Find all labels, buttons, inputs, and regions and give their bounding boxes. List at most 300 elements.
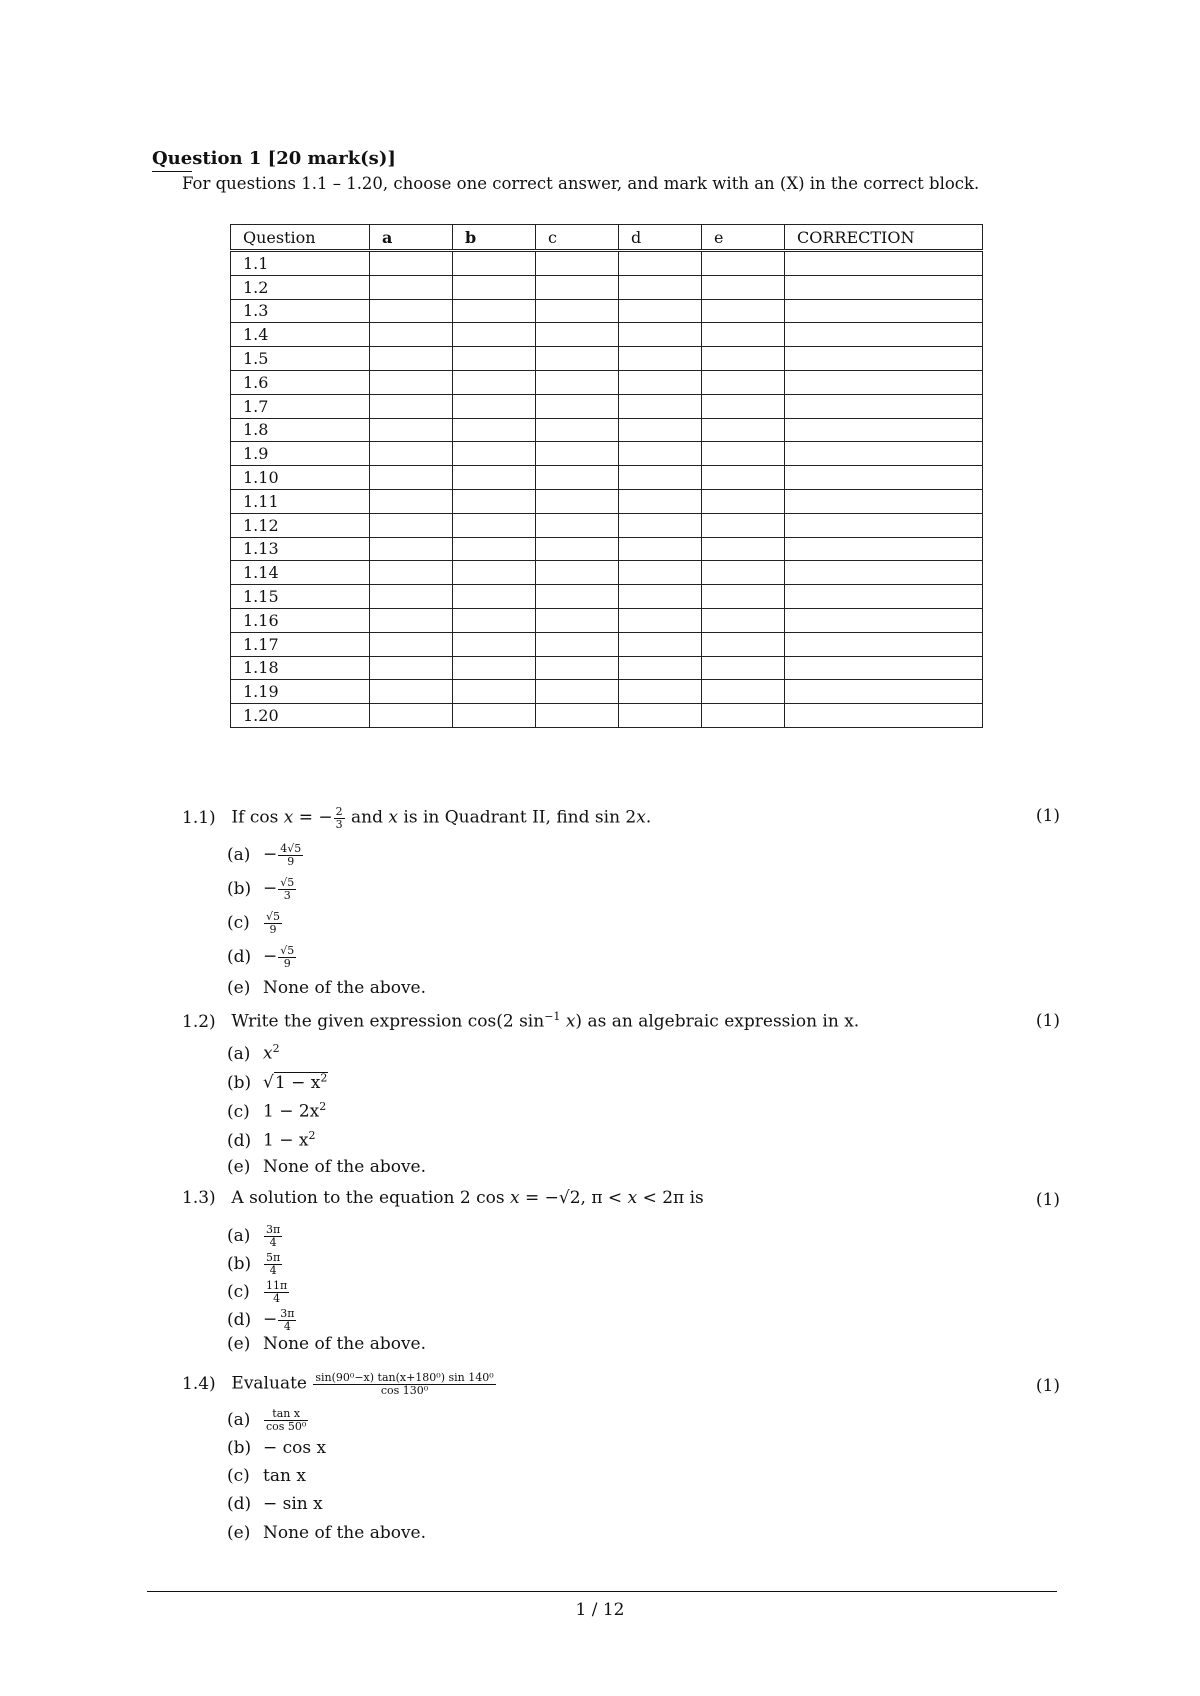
prompt-var: x: [510, 1188, 520, 1208]
question-number: 1.1): [182, 807, 216, 828]
answer-cell-d[interactable]: [619, 704, 702, 728]
row-question-number: 1.11: [231, 489, 370, 513]
option-label: (c): [227, 912, 250, 933]
row-question-number: 1.18: [231, 656, 370, 680]
answer-cell-correction[interactable]: [785, 561, 983, 585]
option-text: x: [263, 1043, 273, 1064]
answer-cell-e[interactable]: [702, 370, 785, 394]
answer-cell-e[interactable]: [702, 251, 785, 276]
answer-cell-correction[interactable]: [785, 704, 983, 728]
option-fraction: [278, 877, 296, 901]
answer-cell-c[interactable]: [536, 608, 619, 632]
prompt-text: A solution to the equation 2 cos: [231, 1188, 510, 1208]
answer-cell-d[interactable]: [619, 323, 702, 347]
answer-cell-c[interactable]: [536, 561, 619, 585]
fraction-num: 11π: [266, 1279, 288, 1292]
table-row: [231, 680, 983, 704]
option-1-4-c: [227, 1468, 306, 1485]
row-question-number: 1.17: [231, 632, 370, 656]
option-label: (b): [227, 1072, 252, 1093]
option-1-3-e: [227, 1336, 426, 1353]
answer-cell-a[interactable]: [370, 561, 453, 585]
row-question-number: 1.8: [231, 418, 370, 442]
answer-cell-d[interactable]: [619, 275, 702, 299]
answer-cell-d[interactable]: [619, 537, 702, 561]
answer-cell-c[interactable]: [536, 466, 619, 490]
answer-cell-c[interactable]: [536, 585, 619, 609]
prompt-text: If cos: [231, 807, 279, 828]
option-label: (d): [227, 946, 252, 967]
option-1-2-d: [227, 1130, 315, 1150]
answer-cell-e[interactable]: [702, 680, 785, 704]
answer-table-header: [231, 225, 983, 251]
option-radicand: [274, 1072, 328, 1093]
option-1-1-c: [227, 911, 283, 935]
option-fraction: [278, 1308, 296, 1332]
header-a: a: [370, 225, 453, 251]
answer-cell-a[interactable]: [370, 394, 453, 418]
prompt-text: < 2π is: [637, 1188, 704, 1208]
answer-cell-d[interactable]: [619, 299, 702, 323]
header-correction: CORRECTION: [785, 225, 983, 251]
answer-cell-b[interactable]: [453, 561, 536, 585]
fraction-num: √5: [280, 876, 295, 889]
row-question-number: 1.6: [231, 370, 370, 394]
answer-cell-b[interactable]: [453, 323, 536, 347]
table-row: [231, 632, 983, 656]
answer-cell-a[interactable]: [370, 704, 453, 728]
answer-cell-d[interactable]: [619, 585, 702, 609]
option-sign: −: [263, 946, 278, 967]
answer-cell-correction[interactable]: [785, 275, 983, 299]
fraction-num: 3π: [266, 1223, 281, 1236]
answer-cell-c[interactable]: [536, 418, 619, 442]
answer-cell-b[interactable]: [453, 347, 536, 371]
row-question-number: 1.5: [231, 347, 370, 371]
fraction-num: sin(90⁰−x) tan(x+180⁰) sin 140⁰: [315, 1371, 494, 1384]
fraction-num: tan x: [264, 1408, 308, 1421]
option-1-4-d: [227, 1496, 323, 1513]
prompt-text: ) as an algebraic expression in x.: [575, 1011, 860, 1032]
question-title: Question 1: [152, 148, 262, 169]
answer-cell-d[interactable]: [619, 466, 702, 490]
answer-table: [230, 224, 983, 728]
answer-cell-a[interactable]: [370, 608, 453, 632]
answer-cell-a[interactable]: [370, 442, 453, 466]
answer-cell-a[interactable]: [370, 275, 453, 299]
option-superscript: 2: [272, 1042, 280, 1055]
option-label: (b): [227, 878, 252, 899]
prompt-fraction: [334, 806, 345, 830]
option-superscript: 2: [308, 1129, 316, 1142]
answer-cell-d[interactable]: [619, 442, 702, 466]
option-1-1-b: [227, 877, 297, 901]
option-text: tan x: [263, 1466, 306, 1486]
option-1-1-a: [227, 843, 304, 867]
fraction-num: 4√5: [280, 842, 302, 855]
question-heading: [152, 148, 396, 169]
answer-cell-a[interactable]: [370, 537, 453, 561]
table-row: [231, 704, 983, 728]
table-row: [231, 442, 983, 466]
row-question-number: 1.7: [231, 394, 370, 418]
fraction-den: 3: [283, 888, 291, 902]
answer-cell-a[interactable]: [370, 251, 453, 276]
question-marks: [20 mark(s)]: [267, 148, 396, 169]
option-1-3-c: [227, 1280, 290, 1304]
answer-cell-b[interactable]: [453, 418, 536, 442]
answer-cell-c[interactable]: [536, 323, 619, 347]
answer-cell-b[interactable]: [453, 537, 536, 561]
answer-cell-b[interactable]: [453, 608, 536, 632]
fraction-den: 4: [273, 1291, 281, 1305]
option-fraction: [264, 1252, 282, 1276]
option-1-2-e: [227, 1159, 426, 1176]
option-label: (e): [227, 1334, 251, 1354]
footer-rule: [147, 1591, 1057, 1592]
answer-cell-correction[interactable]: [785, 608, 983, 632]
answer-cell-c[interactable]: [536, 656, 619, 680]
option-text: 1 − x: [274, 1072, 321, 1093]
prompt-fraction: [313, 1372, 495, 1396]
row-question-number: 1.3: [231, 299, 370, 323]
fraction-num: √5: [266, 910, 281, 923]
answer-cell-correction[interactable]: [785, 656, 983, 680]
table-row: [231, 418, 983, 442]
answer-cell-correction[interactable]: [785, 251, 983, 276]
row-question-number: 1.13: [231, 537, 370, 561]
option-fraction: [264, 1408, 308, 1432]
question-1-2: [182, 1011, 859, 1031]
option-label: (d): [227, 1309, 252, 1330]
answer-cell-d[interactable]: [619, 561, 702, 585]
table-row: [231, 251, 983, 276]
fraction-num: 5π: [266, 1251, 281, 1264]
answer-cell-c[interactable]: [536, 370, 619, 394]
answer-cell-d[interactable]: [619, 608, 702, 632]
option-superscript: 2: [320, 1071, 328, 1084]
table-row: [231, 394, 983, 418]
table-row: [231, 608, 983, 632]
fraction-num: 3π: [280, 1307, 295, 1320]
answer-cell-a[interactable]: [370, 418, 453, 442]
option-1-2-b: [227, 1072, 328, 1092]
answer-cell-a[interactable]: [370, 370, 453, 394]
answer-cell-e[interactable]: [702, 608, 785, 632]
option-1-4-b: [227, 1440, 326, 1457]
answer-cell-correction[interactable]: [785, 347, 983, 371]
option-sign: −: [263, 878, 278, 899]
heading-underline: [152, 171, 192, 172]
answer-cell-a[interactable]: [370, 585, 453, 609]
answer-cell-d[interactable]: [619, 656, 702, 680]
option-1-4-a: [227, 1408, 309, 1432]
option-sign: −: [263, 844, 278, 865]
header-question: Question: [231, 225, 370, 251]
answer-cell-c[interactable]: [536, 489, 619, 513]
question-mark-value: (1): [1035, 806, 1060, 826]
option-text: − sin x: [263, 1494, 323, 1514]
answer-cell-correction[interactable]: [785, 513, 983, 537]
answer-cell-correction[interactable]: [785, 418, 983, 442]
question-1-3: [182, 1190, 704, 1207]
answer-cell-e[interactable]: [702, 513, 785, 537]
row-question-number: 1.1: [231, 251, 370, 276]
prompt-var: x: [636, 807, 646, 828]
prompt-var: x: [283, 807, 294, 828]
header-c: c: [536, 225, 619, 251]
option-label: (b): [227, 1438, 252, 1458]
answer-cell-correction[interactable]: [785, 299, 983, 323]
option-fraction: [278, 945, 296, 969]
answer-cell-e[interactable]: [702, 632, 785, 656]
answer-cell-c[interactable]: [536, 680, 619, 704]
fraction-den: 3: [335, 817, 343, 831]
fraction-den: 9: [283, 956, 291, 970]
answer-cell-e[interactable]: [702, 656, 785, 680]
option-1-3-b: [227, 1252, 283, 1276]
question-mark-value: (1): [1035, 1376, 1060, 1396]
answer-cell-a[interactable]: [370, 466, 453, 490]
answer-cell-b[interactable]: [453, 656, 536, 680]
answer-cell-correction[interactable]: [785, 442, 983, 466]
answer-cell-b[interactable]: [453, 489, 536, 513]
answer-cell-b[interactable]: [453, 585, 536, 609]
answer-cell-c[interactable]: [536, 347, 619, 371]
answer-cell-c[interactable]: [536, 251, 619, 276]
option-label: (a): [227, 1409, 251, 1430]
answer-cell-c[interactable]: [536, 632, 619, 656]
option-label: (a): [227, 844, 251, 865]
answer-cell-d[interactable]: [619, 394, 702, 418]
fraction-den: cos 50⁰: [266, 1419, 307, 1433]
table-row: [231, 656, 983, 680]
answer-cell-b[interactable]: [453, 299, 536, 323]
answer-cell-correction[interactable]: [785, 394, 983, 418]
fraction-den: 4: [269, 1263, 277, 1277]
option-fraction: [264, 911, 282, 935]
answer-cell-correction[interactable]: [785, 323, 983, 347]
answer-cell-a[interactable]: [370, 656, 453, 680]
answer-cell-a[interactable]: [370, 299, 453, 323]
option-text: None of the above.: [263, 1523, 427, 1543]
answer-cell-e[interactable]: [702, 537, 785, 561]
fraction-den: cos 130⁰: [380, 1383, 429, 1397]
prompt-superscript: −1: [544, 1010, 561, 1023]
option-sign: −: [263, 1309, 278, 1330]
table-row: [231, 347, 983, 371]
option-text: − cos x: [263, 1438, 327, 1458]
question-mark-value: (1): [1035, 1011, 1060, 1031]
option-label: (a): [227, 1225, 251, 1246]
answer-cell-e[interactable]: [702, 299, 785, 323]
answer-cell-d[interactable]: [619, 632, 702, 656]
answer-cell-e[interactable]: [702, 442, 785, 466]
fraction-den: 4: [269, 1235, 277, 1249]
option-label: (e): [227, 1523, 251, 1543]
table-row: [231, 585, 983, 609]
answer-cell-d[interactable]: [619, 680, 702, 704]
prompt-text: is in Quadrant II, find sin 2: [397, 807, 637, 828]
answer-cell-e[interactable]: [702, 585, 785, 609]
table-row: [231, 561, 983, 585]
answer-cell-c[interactable]: [536, 513, 619, 537]
option-fraction: [264, 1280, 289, 1304]
option-label: (e): [227, 978, 251, 998]
prompt-text: Evaluate: [231, 1373, 313, 1394]
answer-cell-d[interactable]: [619, 347, 702, 371]
answer-cell-e[interactable]: [702, 489, 785, 513]
answer-cell-correction[interactable]: [785, 680, 983, 704]
answer-cell-b[interactable]: [453, 370, 536, 394]
instruction-text: For questions 1.1 – 1.20, choose one correct answer, and mark with an (X) in the correct block.: [182, 174, 980, 193]
row-question-number: 1.10: [231, 466, 370, 490]
answer-cell-correction[interactable]: [785, 537, 983, 561]
prompt-text: = −√2, π <: [519, 1188, 628, 1208]
answer-table-body: [231, 251, 983, 728]
answer-cell-e[interactable]: [702, 561, 785, 585]
answer-cell-a[interactable]: [370, 632, 453, 656]
answer-cell-c[interactable]: [536, 442, 619, 466]
option-label: (c): [227, 1281, 250, 1302]
answer-cell-b[interactable]: [453, 251, 536, 276]
fraction-num: √5: [280, 944, 295, 957]
option-superscript: 2: [319, 1100, 327, 1113]
answer-cell-a[interactable]: [370, 680, 453, 704]
option-label: (d): [227, 1494, 252, 1514]
option-text: 1 − 2x: [263, 1101, 320, 1122]
row-question-number: 1.9: [231, 442, 370, 466]
answer-cell-c[interactable]: [536, 299, 619, 323]
option-label: (b): [227, 1253, 252, 1274]
header-e: e: [702, 225, 785, 251]
table-row: [231, 537, 983, 561]
option-label: (c): [227, 1101, 250, 1122]
answer-cell-e[interactable]: [702, 704, 785, 728]
question-mark-value: (1): [1035, 1190, 1060, 1210]
option-fraction: [264, 1224, 282, 1248]
answer-cell-b[interactable]: [453, 275, 536, 299]
row-question-number: 1.14: [231, 561, 370, 585]
prompt-var: x: [627, 1188, 638, 1208]
answer-cell-a[interactable]: [370, 323, 453, 347]
question-number: 1.2): [182, 1011, 216, 1032]
question-1-4: [182, 1372, 497, 1396]
answer-cell-a[interactable]: [370, 347, 453, 371]
answer-cell-e[interactable]: [702, 394, 785, 418]
option-label: (a): [227, 1043, 251, 1064]
answer-cell-b[interactable]: [453, 632, 536, 656]
table-row: [231, 370, 983, 394]
header-d: d: [619, 225, 702, 251]
option-1-2-a: [227, 1043, 280, 1063]
row-question-number: 1.15: [231, 585, 370, 609]
header-b: b: [453, 225, 536, 251]
answer-cell-b[interactable]: [453, 704, 536, 728]
option-fraction: [278, 843, 303, 867]
answer-cell-a[interactable]: [370, 513, 453, 537]
answer-cell-e[interactable]: [702, 347, 785, 371]
answer-cell-c[interactable]: [536, 537, 619, 561]
option-label: (d): [227, 1130, 252, 1151]
answer-cell-e[interactable]: [702, 466, 785, 490]
answer-cell-d[interactable]: [619, 370, 702, 394]
question-number: 1.4): [182, 1373, 216, 1394]
answer-cell-correction[interactable]: [785, 585, 983, 609]
table-row: [231, 323, 983, 347]
row-question-number: 1.2: [231, 275, 370, 299]
fraction-num: 2: [335, 805, 343, 818]
row-question-number: 1.4: [231, 323, 370, 347]
prompt-var: x: [388, 807, 398, 828]
table-row: [231, 299, 983, 323]
option-1-1-e: [227, 980, 426, 997]
answer-cell-b[interactable]: [453, 394, 536, 418]
row-question-number: 1.12: [231, 513, 370, 537]
answer-cell-c[interactable]: [536, 394, 619, 418]
row-question-number: 1.19: [231, 680, 370, 704]
answer-cell-correction[interactable]: [785, 466, 983, 490]
answer-cell-b[interactable]: [453, 680, 536, 704]
option-1-3-a: [227, 1224, 283, 1248]
option-text: None of the above.: [263, 1334, 427, 1354]
option-1-1-d: [227, 945, 297, 969]
row-question-number: 1.16: [231, 608, 370, 632]
answer-cell-d[interactable]: [619, 251, 702, 276]
option-label: (c): [227, 1466, 250, 1486]
answer-cell-e[interactable]: [702, 418, 785, 442]
answer-cell-b[interactable]: [453, 442, 536, 466]
answer-cell-b[interactable]: [453, 513, 536, 537]
option-1-3-d: [227, 1308, 297, 1332]
question-number: 1.3): [182, 1188, 216, 1208]
table-row: [231, 275, 983, 299]
answer-cell-c[interactable]: [536, 275, 619, 299]
option-text: None of the above.: [263, 1157, 427, 1177]
option-text: None of the above.: [263, 978, 427, 998]
table-row: [231, 466, 983, 490]
answer-cell-d[interactable]: [619, 489, 702, 513]
option-label: (e): [227, 1157, 251, 1177]
answer-cell-correction[interactable]: [785, 370, 983, 394]
answer-cell-a[interactable]: [370, 489, 453, 513]
prompt-text: and: [345, 807, 389, 828]
fraction-den: 4: [283, 1319, 291, 1333]
row-question-number: 1.20: [231, 704, 370, 728]
table-row: [231, 513, 983, 537]
option-1-4-e: [227, 1525, 426, 1542]
answer-cell-e[interactable]: [702, 323, 785, 347]
page-number: 1 / 12: [575, 1600, 625, 1620]
answer-cell-b[interactable]: [453, 466, 536, 490]
table-row: [231, 489, 983, 513]
question-1-1: [182, 806, 651, 830]
answer-cell-d[interactable]: [619, 418, 702, 442]
option-text: 1 − x: [263, 1130, 309, 1151]
fraction-den: 9: [287, 854, 295, 868]
answer-cell-c[interactable]: [536, 704, 619, 728]
answer-cell-correction[interactable]: [785, 489, 983, 513]
prompt-text: .: [645, 807, 652, 828]
option-radical: √: [263, 1072, 274, 1093]
answer-cell-correction[interactable]: [785, 632, 983, 656]
prompt-text: Write the given expression cos(2 sin: [231, 1011, 545, 1032]
prompt-text: = −: [293, 807, 333, 828]
fraction-den: 9: [269, 922, 277, 936]
answer-cell-d[interactable]: [619, 513, 702, 537]
answer-cell-e[interactable]: [702, 275, 785, 299]
prompt-var: x: [560, 1011, 576, 1032]
